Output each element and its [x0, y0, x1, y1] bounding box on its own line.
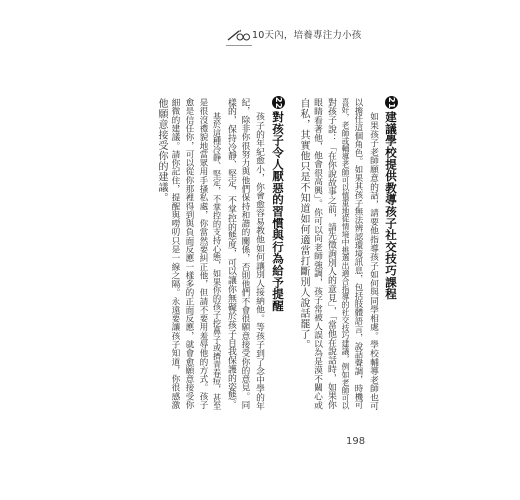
body-line: 自私，其實他只是不知道如何適當打斷別人說話罷了。 — [298, 98, 309, 350]
section-number-badge: 22 — [274, 96, 283, 109]
section-heading-21 — [383, 96, 399, 300]
body-line: 基於這種冷靜、堅定，不掌控的支持心態，如果你的孩子挖鼻子或擠青春痘，甚至 — [212, 112, 222, 411]
body-line: 他願意接受你的建議。 — [156, 98, 167, 203]
section-heading-text: 對孩子令人厭惡的習慣與行為給予提醒 — [271, 111, 285, 312]
running-header-title: 10天內，培養專注力小孩 — [252, 30, 362, 41]
body-line: 樣的，保持冷靜、堅定，不掌控的態度，可以讓你無礙於孩子自我保護的姿態。 — [226, 98, 236, 410]
body-line: 對孩子說：「在你說故事之前，請先徵詢別人的意見」，「當他在說話時，如果你 — [326, 98, 336, 410]
section-heading-text: 建議學校提供教導孩子社交技巧課程 — [384, 111, 398, 300]
body-line: 細微的建議。請你記住，提醒與嘮叨只是一線之隔。永遠要讓孩子知道，你很感激 — [170, 98, 180, 410]
body-line: 愈是信任你，可以從你那裡得到與負面反應一樣多的正面反應，就會愈願意接受你 — [184, 98, 194, 410]
body-line: 是很沒禮貌地當眾用手搔私處，你當然要糾正他，但請不要用羞辱他的方式。孩子 — [198, 98, 208, 410]
body-line: 孩子的年紀愈小，你會愈容易教他如何讓別人接納他。等孩子到了念中學的年 — [254, 112, 264, 411]
body-line: 眼睛看著他，他會很高興」。你可以向老師強調，孩子常被人誤以為是漠不關心或 — [312, 98, 322, 410]
pencil-glasses-icon — [226, 27, 250, 41]
header-rule — [226, 45, 252, 46]
section-heading-22 — [270, 96, 286, 312]
section-number-badge: 21 — [387, 96, 396, 109]
running-header — [226, 27, 362, 41]
body-line: 如果孩子老師願意的話，請要他指導孩子如何與同學相處。學校輔導老師也可 — [368, 112, 378, 411]
page-number: 198 — [346, 436, 366, 447]
body-line: 以擔任這個角色。如果其孩子無法辨認環境訊息，包括肢體語言，說話聲調，時機可 — [354, 98, 364, 410]
body-line: 紀，除非你很努力與他們保持和諧的關係，否則他們不會很願意接受你的意見。同 — [240, 98, 250, 410]
body-line: 喜好，老師或輔導老師可以慎重地從情境中挑選出適合指導的社交技巧建議，例如老師可以 — [341, 98, 350, 410]
